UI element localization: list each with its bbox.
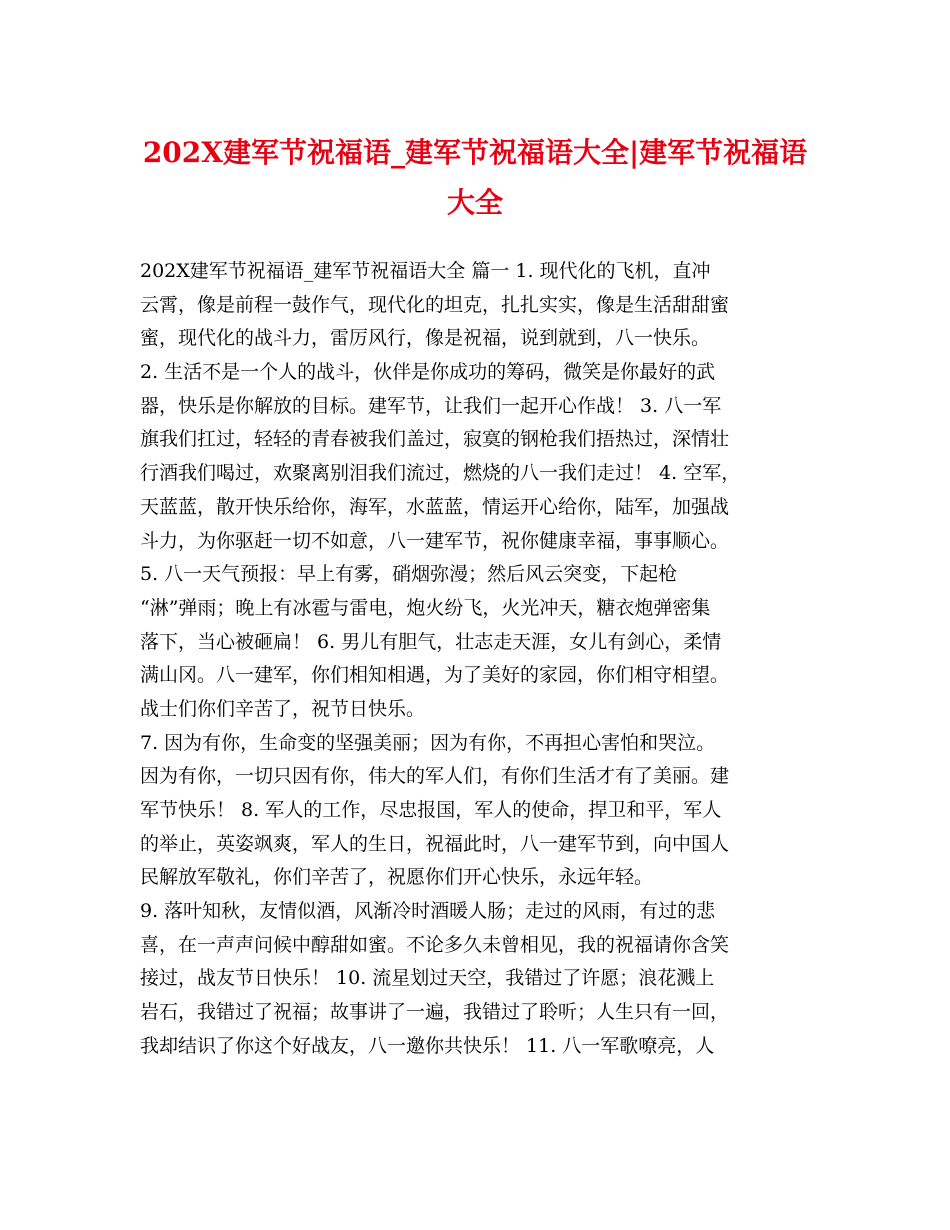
body-line: 器，快乐是你解放的目标。建军节，让我们一起开心作战！ 3. 八一军 <box>140 394 722 417</box>
body-line: 蜜，现代化的战斗力，雷厉风行，像是祝福，说到就到，八一快乐。 <box>140 327 711 350</box>
body-line: 落下，当心被砸扁！ 6. 男儿有胆气，壮志走天涯，女儿有剑心，柔情 <box>140 630 722 653</box>
body-line: 202X建军节祝福语_建军节祝福语大全 篇一 1. 现代化的飞机，直冲 <box>140 260 711 282</box>
body-line: 因为有你，一切只因有你，伟大的军人们，有你们生活才有了美丽。建 <box>140 765 730 788</box>
body-line: 喜，在一声声问候中醇甜如蜜。不论多久未曾相见，我的祝福请你含笑 <box>140 933 730 956</box>
body-line: 2. 生活不是一个人的战斗，伙伴是你成功的筹码，微笑是你最好的武 <box>140 361 716 384</box>
body-line: 云霄，像是前程一鼓作气，现代化的坦克，扎扎实实，像是生活甜甜蜜 <box>140 293 730 316</box>
body-line: 7. 因为有你，生命变的坚强美丽；因为有你，不再担心害怕和哭泣。 <box>140 731 716 754</box>
body-line: 战士们你们辛苦了，祝节日快乐。 <box>140 697 426 720</box>
body-line: 军节快乐！ 8. 军人的工作，尽忠报国，军人的使命，捍卫和平，军人 <box>140 799 722 821</box>
body-line: “淋”弹雨；晚上有冰雹与雷电，炮火纷飞，火光冲天，糖衣炮弹密集 <box>140 596 711 619</box>
document-body <box>140 255 825 1064</box>
body-line: 天蓝蓝，散开快乐给你，海军，水蓝蓝，情运开心给你，陆军，加强战 <box>140 495 730 518</box>
body-line: 我却结识了你这个好战友，八一邀你共快乐！ 11. 八一军歌嘹亮，人 <box>140 1034 715 1057</box>
title-line: 大全 <box>446 186 503 219</box>
body-line: 斗力，为你驱赶一切不如意，八一建军节，祝你健康幸福，事事顺心。 <box>140 529 730 552</box>
body-line: 满山冈。八一建军，你们相知相遇，为了美好的家园，你们相守相望。 <box>140 664 730 687</box>
body-line: 9. 落叶知秋，友情似酒，风渐冷时酒暖人肠；走过的风雨，有过的悲 <box>140 900 716 923</box>
body-line: 接过，战友节日快乐！ 10. 流星划过天空，我错过了许愿；浪花溅上 <box>140 967 715 990</box>
body-line: 岩石，我错过了祝福；故事讲了一遍，我错过了聆听；人生只有一回， <box>140 1001 730 1024</box>
title-line: 202X建军节祝福语_建军节祝福语大全|建军节祝福语 <box>142 136 808 169</box>
body-line: 旗我们扛过，轻轻的青春被我们盖过，寂寞的钢枪我们捂热过，深情壮 <box>140 428 730 451</box>
body-line: 5. 八一天气预报：早上有雾，硝烟弥漫；然后风云突变，下起枪 <box>140 563 678 586</box>
document-title <box>120 128 830 228</box>
body-line: 行酒我们喝过，欢聚离别泪我们流过，燃烧的八一我们走过！ 4. 空军， <box>140 462 741 485</box>
body-line: 的举止，英姿飒爽，军人的生日，祝福此时，八一建军节到，向中国人 <box>140 832 730 855</box>
body-line: 民解放军敬礼，你们辛苦了，祝愿你们开心快乐，永远年轻。 <box>140 866 654 889</box>
